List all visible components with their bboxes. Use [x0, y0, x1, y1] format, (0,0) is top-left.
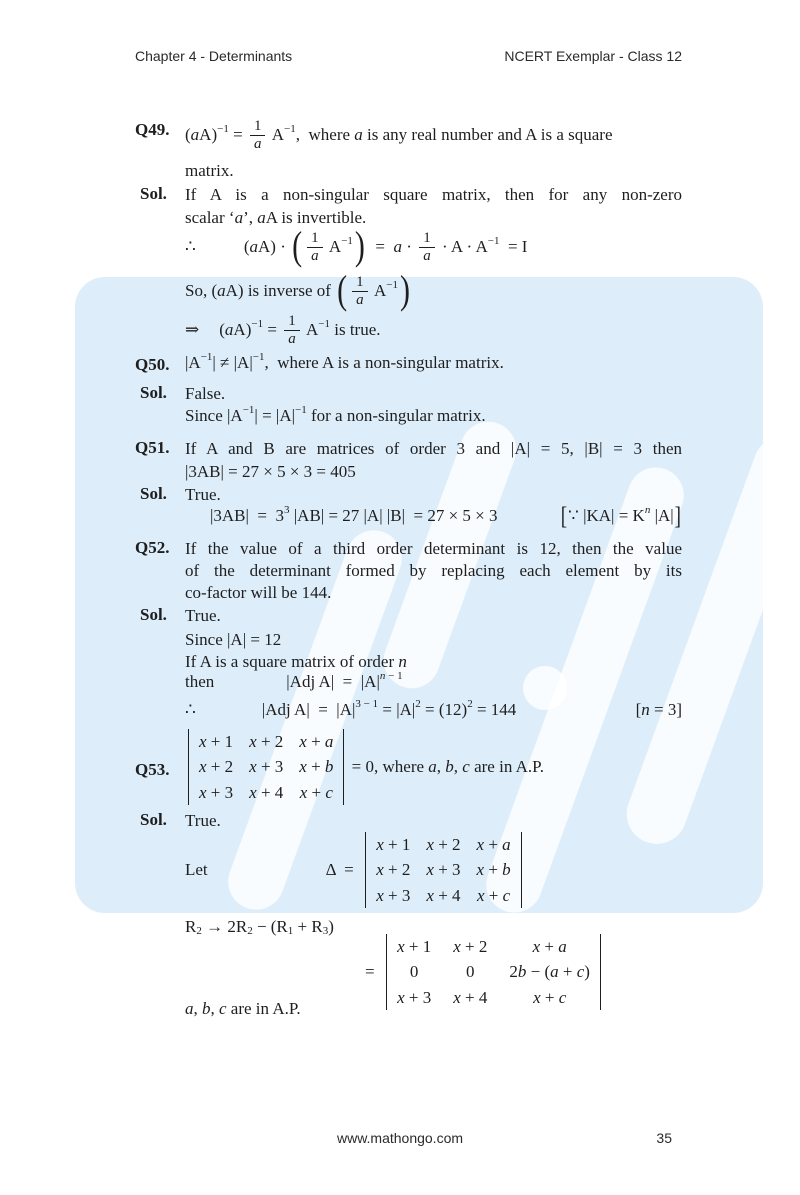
math-token: a	[224, 320, 234, 339]
math-token: ,	[193, 999, 202, 1018]
math-token: −1	[487, 235, 500, 247]
header-book-title: NCERT Exemplar - Class 12	[504, 48, 682, 64]
math-token: +	[540, 987, 559, 1007]
math-token: x	[533, 987, 541, 1007]
math-token: x	[249, 782, 257, 802]
math-token: |A|	[650, 506, 674, 525]
math-token: x	[397, 987, 405, 1007]
math-token: a	[393, 237, 403, 256]
fraction-numerator: 1	[307, 230, 323, 248]
determinant-cell	[477, 885, 510, 906]
math-token: − 1	[385, 670, 403, 682]
determinant-cell	[426, 834, 460, 855]
q50-equation	[185, 402, 682, 430]
math-token: A	[370, 281, 387, 300]
determinant-cell	[477, 834, 511, 855]
math-token: + 3	[383, 885, 411, 905]
determinant-cell	[453, 936, 487, 957]
math-token: a	[185, 999, 194, 1018]
math-token: +	[558, 962, 577, 982]
math-token: a	[257, 208, 266, 227]
fraction	[250, 118, 266, 153]
math-token: b	[324, 757, 334, 777]
q51-sol-label: Sol.	[140, 484, 167, 503]
determinant-body	[199, 731, 333, 803]
math-token: If A is a square matrix of order	[185, 652, 399, 671]
math-token: (	[243, 237, 250, 256]
header-chapter-title: Chapter 4 - Determinants	[135, 48, 293, 64]
math-token: (	[337, 268, 348, 313]
math-token: x	[199, 757, 207, 777]
math-token: a	[502, 835, 511, 855]
footer-website: www.mathongo.com	[336, 1130, 464, 1146]
q53-label: Q53.	[135, 760, 170, 779]
determinant-cell	[410, 961, 419, 982]
q52-equation-1	[185, 628, 682, 652]
math-token: x	[426, 885, 434, 905]
determinant-cell	[199, 782, 233, 803]
q51-equation	[185, 501, 682, 531]
math-token: a	[428, 757, 437, 776]
math-token: =	[228, 125, 247, 144]
determinant-cell	[376, 859, 410, 880]
math-token: [	[560, 501, 568, 531]
math-token: a	[324, 732, 334, 752]
math-token: −1	[251, 318, 264, 330]
math-token: x	[299, 782, 308, 802]
determinant-cell	[509, 961, 590, 982]
math-token: x	[376, 835, 384, 855]
determinant-cell	[426, 859, 460, 880]
math-token: + 1	[206, 732, 234, 752]
math-token: =	[263, 320, 282, 339]
q49-label: Q49.	[135, 120, 170, 139]
math-token: 2	[509, 962, 518, 982]
math-token: is any real number and A is a square	[362, 125, 613, 144]
determinant-cell	[199, 756, 233, 777]
math-token: x	[299, 757, 307, 777]
math-token: x	[397, 937, 405, 957]
math-token: scalar ‘	[185, 208, 235, 227]
fraction-numerator: 1	[250, 118, 266, 136]
math-token: Since |A	[185, 406, 243, 425]
math-token: x	[249, 757, 257, 777]
math-token: x	[426, 860, 434, 880]
math-token: |A	[185, 353, 201, 372]
math-token: −1	[295, 404, 307, 416]
math-token: | = |A|	[254, 406, 295, 425]
q50-label: Q50.	[135, 355, 170, 374]
math-token: a	[550, 962, 559, 982]
math-token: 2	[415, 698, 421, 710]
q52-equation-4	[185, 694, 682, 726]
math-token: (	[292, 224, 303, 269]
q49-sol-line1: If A is a non-singular square matrix, then for any non-zero	[185, 185, 682, 204]
math-token: − (R	[252, 917, 288, 936]
math-token: x	[376, 885, 384, 905]
determinant-cell	[466, 961, 475, 982]
math-token: + 4	[460, 987, 488, 1007]
math-token: |Adj A| = |A|	[286, 672, 380, 691]
determinant-cell	[376, 834, 410, 855]
math-token: + R	[293, 917, 323, 936]
math-token: 1	[287, 925, 294, 937]
determinant-cell	[376, 885, 410, 906]
math-token: +	[306, 757, 325, 777]
math-token: x	[476, 860, 485, 880]
determinant-cell	[397, 936, 431, 957]
math-token: ·	[402, 237, 417, 256]
math-token: =	[366, 237, 394, 256]
q51-statement-line1: If A and B are matrices of order 3 and |A| = 5, |B| = 3 then	[185, 439, 682, 458]
math-token: )	[399, 268, 410, 313]
math-token: b	[445, 757, 454, 776]
math-token: − (	[526, 962, 551, 982]
math-token: c	[558, 987, 567, 1007]
math-token: c	[502, 885, 511, 905]
math-token: Since |A| = 12	[185, 630, 282, 649]
math-token: (	[185, 125, 191, 144]
math-token: ⇒	[185, 320, 200, 339]
math-token: +	[306, 732, 325, 752]
math-token: 2	[467, 698, 473, 710]
determinant-cell	[199, 731, 233, 752]
math-token: = (12)	[420, 700, 468, 719]
math-token: + 4	[433, 885, 461, 905]
q52-sol-label: Sol.	[140, 605, 167, 624]
math-token: x	[426, 835, 434, 855]
math-token: 2	[247, 925, 253, 937]
math-token: + 2	[460, 937, 488, 957]
math-token: +	[307, 782, 326, 802]
math-token: x	[453, 937, 461, 957]
math-token: ∵ |KA| = K	[568, 506, 645, 525]
q53-sol-label: Sol.	[140, 810, 167, 829]
math-token: R	[185, 917, 197, 936]
math-token: +	[484, 860, 503, 880]
math-token: +	[484, 885, 503, 905]
fraction	[352, 274, 368, 309]
math-token: x	[532, 937, 541, 957]
math-token: a	[558, 937, 567, 957]
math-token: |AB| = 27 |A| |B| = 27 × 5 × 3	[289, 506, 498, 525]
math-token: A	[268, 125, 285, 144]
math-token: = 144	[472, 700, 517, 719]
math-token: 0	[409, 962, 419, 982]
q52-equation-3	[185, 668, 682, 696]
math-token: −1	[284, 123, 296, 135]
math-token: −1	[200, 351, 213, 363]
math-token: is true.	[330, 320, 381, 339]
math-token: +	[484, 835, 503, 855]
math-token: c	[576, 962, 585, 982]
q52-statement-line3: co-factor will be 144.	[185, 583, 332, 602]
math-token: +	[540, 937, 559, 957]
math-token: n	[644, 504, 651, 516]
math-token: for a non-singular matrix.	[306, 406, 486, 425]
math-token: x	[476, 835, 485, 855]
math-token: then	[185, 672, 215, 691]
determinant-cell	[249, 731, 283, 752]
math-token: n	[379, 670, 386, 682]
math-token: 0	[466, 962, 475, 982]
determinant-cell	[299, 731, 333, 752]
math-token: b	[502, 860, 511, 880]
q49-statement-line2: matrix.	[185, 161, 234, 180]
math-token: are in A.P.	[469, 757, 544, 776]
math-token: Δ =	[325, 860, 363, 879]
math-token: b	[517, 962, 527, 982]
math-token: x	[477, 885, 485, 905]
math-token: (	[219, 320, 225, 339]
math-token: → 2R	[201, 917, 248, 936]
math-token: )	[328, 917, 334, 936]
math-token: + 3	[256, 757, 284, 777]
q51-statement-line2: |3AB| = 27 × 5 × 3 = 405	[185, 462, 356, 481]
q53-sol-answer: True.	[185, 811, 221, 830]
q49-equation-3	[185, 307, 682, 353]
math-token: x	[453, 987, 461, 1007]
determinant	[365, 832, 521, 908]
fraction-denominator: a	[423, 247, 431, 264]
math-token: A	[325, 237, 342, 256]
q51-label: Q51.	[135, 438, 170, 457]
math-token: −1	[386, 279, 398, 291]
math-token: ]	[674, 501, 681, 531]
math-token: are in A.P.	[226, 999, 301, 1018]
math-token: A)	[199, 125, 218, 144]
math-token: c	[462, 757, 470, 776]
determinant-cell	[249, 782, 283, 803]
q52-sol-answer: True.	[185, 606, 221, 625]
determinant-cell	[477, 859, 511, 880]
q53-statement	[185, 724, 682, 810]
math-token: Let	[185, 860, 208, 879]
math-token: + 1	[404, 937, 432, 957]
determinant-cell	[300, 782, 333, 803]
math-token: A is invertible.	[265, 208, 367, 227]
q50-statement	[185, 348, 682, 378]
math-token: x	[249, 732, 257, 752]
q53-let-line	[185, 826, 682, 914]
footer-page-number: 35	[656, 1130, 672, 1146]
fraction-numerator: 1	[419, 230, 435, 248]
determinant-cell	[249, 756, 283, 777]
fraction-numerator: 1	[284, 313, 300, 331]
math-token: ,	[210, 999, 219, 1018]
fraction-numerator: 1	[352, 274, 368, 292]
math-token: + 2	[383, 860, 411, 880]
fraction-denominator: a	[311, 247, 319, 264]
math-token: a	[354, 125, 363, 144]
q52-statement-line2: of the determinant formed by replacing each element by its	[185, 561, 682, 580]
q51-equation-note	[560, 501, 682, 531]
math-token: A) ·	[258, 237, 291, 256]
math-token: −1	[242, 404, 255, 416]
math-token: n	[398, 652, 407, 671]
math-token: ’,	[243, 208, 258, 227]
math-token: x	[376, 860, 384, 880]
fraction-denominator: a	[288, 330, 296, 347]
math-token: A)	[233, 320, 252, 339]
fraction	[307, 230, 323, 265]
math-token: 2	[196, 925, 202, 937]
determinant	[188, 729, 344, 805]
math-token: ∴	[185, 700, 196, 719]
determinant-cell	[533, 936, 567, 957]
math-token: b	[202, 999, 211, 1018]
math-token: a	[234, 208, 244, 227]
math-token: A	[302, 320, 319, 339]
math-token: n	[641, 700, 650, 719]
fraction-denominator: a	[253, 135, 262, 152]
fraction	[284, 313, 300, 348]
math-token: ∴	[185, 237, 196, 256]
math-token: |Adj A| = |A|	[261, 700, 356, 719]
math-token: + 2	[256, 732, 284, 752]
math-token: , where A is a non-singular matrix.	[264, 353, 504, 372]
math-token: A) is inverse of	[225, 281, 336, 300]
q49-sol-label: Sol.	[140, 184, 167, 203]
math-token: So, (	[185, 281, 218, 300]
math-token: + 2	[206, 757, 234, 777]
math-token: x	[199, 732, 207, 752]
math-token: x	[299, 732, 307, 752]
math-token: + 3	[206, 782, 234, 802]
q52-equation-4-note	[636, 700, 682, 720]
math-token: c	[325, 782, 333, 802]
math-token: =	[365, 962, 384, 981]
q51-equation-main	[185, 506, 498, 526]
q49-statement	[185, 112, 682, 158]
math-token: 3 − 1	[355, 698, 379, 710]
q52-statement-line1: If the value of a third order determinant is 12, then the value	[185, 539, 682, 558]
math-token: −1	[318, 318, 330, 330]
fraction-denominator: a	[356, 291, 364, 308]
math-token: = 3]	[649, 700, 682, 719]
math-token: + 3	[433, 860, 461, 880]
math-token: −1	[252, 351, 265, 363]
math-token: x	[199, 782, 207, 802]
math-token: )	[584, 962, 590, 982]
math-token: + 3	[404, 987, 432, 1007]
q50-sol-label: Sol.	[140, 383, 167, 402]
math-token: c	[219, 999, 227, 1018]
determinant-cell	[299, 756, 333, 777]
math-token: + 4	[256, 782, 284, 802]
math-token: = I	[499, 237, 528, 256]
determinant-cell	[426, 885, 460, 906]
math-token: + 1	[383, 835, 411, 855]
math-token: a	[217, 281, 226, 300]
math-token: ,	[453, 757, 463, 776]
math-token: [	[635, 700, 642, 719]
math-token: · A · A	[437, 237, 488, 256]
math-token: a	[190, 125, 200, 144]
q49-equation-1	[185, 224, 682, 270]
determinant-body	[376, 834, 510, 906]
q52-label: Q52.	[135, 538, 170, 557]
math-token: )	[354, 224, 365, 269]
math-token: + 2	[433, 835, 461, 855]
math-token: |3AB| = 3	[210, 506, 285, 525]
q52-equation-4-main	[185, 700, 516, 720]
q53-conclusion	[185, 998, 682, 1020]
math-token: 3	[322, 925, 329, 937]
q50-sol-answer: False.	[185, 384, 226, 403]
math-token: 3	[284, 504, 290, 516]
math-token: = 0, where	[347, 757, 429, 776]
math-token: −1	[341, 235, 353, 247]
math-token: , where	[295, 125, 355, 144]
fraction	[419, 230, 435, 265]
math-token: ,	[436, 757, 446, 776]
math-token: = |A|	[378, 700, 416, 719]
q51-sol-answer: True.	[185, 485, 221, 504]
math-token: −1	[217, 123, 229, 135]
math-token: a	[249, 237, 258, 256]
math-token: | ≠ |A|	[212, 353, 253, 372]
